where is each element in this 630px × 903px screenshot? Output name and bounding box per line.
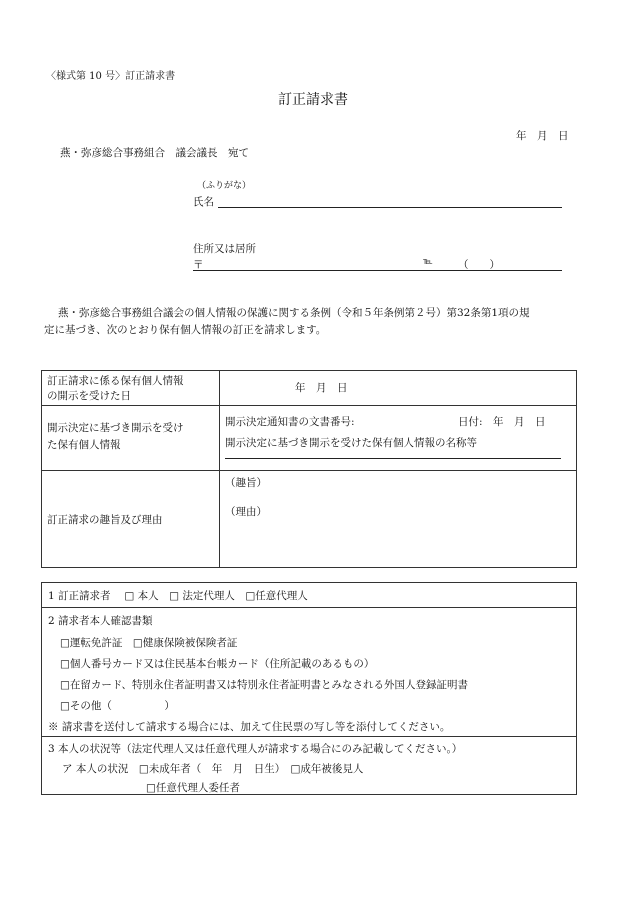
info-name-label: 開示決定に基づき開示を受けた保有個人情報の名称等 — [225, 437, 477, 449]
disclosure-date-value: 年 月 日 — [295, 382, 348, 394]
postal-mark: 〒 — [193, 259, 204, 271]
intro-line-1: 燕・弥彦総合事務組合議会の個人情報の保護に関する条例（令和５年条例第２号）第32条第1項の規 — [58, 307, 530, 319]
purpose-reason-field[interactable] — [220, 471, 577, 568]
disclosed-info-label-line2: た保有個人情報 — [47, 439, 121, 451]
tel-label: ℡ — [423, 257, 433, 267]
id-docs-title: 2 請求者本人確認書類 — [48, 615, 153, 627]
name-field[interactable] — [218, 207, 562, 208]
purpose-reason-label: 訂正請求の趣旨及び理由 — [42, 471, 220, 568]
id-docs-option-3[interactable]: □在留カード、特別永住者証明書又は特別永住者証明書とみなされる外国人登録証明書 — [60, 679, 468, 691]
disclosed-info-label — [42, 406, 220, 471]
furigana-label: （ふりがな） — [197, 181, 252, 191]
disclosed-info-label-line1: 開示決定に基づき開示を受け — [47, 422, 184, 434]
id-docs-option-1[interactable]: □運転免許証 □健康保険被保険者証 — [60, 637, 238, 649]
request-detail-table — [41, 370, 577, 568]
requester-type-line[interactable]: 1 訂正請求者 □ 本人 □ 法定代理人 □任意代理人 — [48, 590, 308, 602]
id-docs-option-other[interactable]: □その他（ ） — [60, 700, 175, 712]
page-title: 訂正請求書 — [278, 92, 348, 108]
disclosure-date-row — [42, 371, 577, 406]
divider-1 — [42, 607, 576, 608]
address-field[interactable] — [193, 270, 562, 271]
intro-line-2: 定に基づき、次のとおり保有個人情報の訂正を請求します。 — [44, 324, 327, 336]
id-docs-note: ※ 請求書を送付して請求する場合には、加えて住民票の写し等を添付してください。 — [48, 721, 451, 733]
name-label: 氏名 — [193, 196, 214, 208]
doc-date-label: 日付: 年 月 日 — [458, 416, 546, 428]
date-line[interactable]: 年 月 日 — [516, 130, 569, 142]
info-name-field[interactable] — [225, 458, 561, 459]
purpose-reason-row — [42, 471, 577, 568]
principal-status-title: 3 本人の状況等（法定代理人又は任意代理人が請求する場合にのみ記載してください。） — [48, 743, 463, 755]
addressee: 燕・弥彦総合事務組合 議会議長 宛て — [60, 147, 249, 159]
divider-2 — [42, 736, 576, 737]
form-number: 〈様式第 10 号〉訂正請求書 — [46, 71, 176, 82]
disclosed-info-field[interactable] — [220, 406, 577, 471]
disclosure-date-label — [42, 371, 220, 406]
tel-parens: （ ） — [458, 259, 500, 271]
reason-label: （理由） — [225, 506, 267, 518]
disclosure-date-label-line2: の開示を受けた日 — [47, 390, 131, 402]
disclosed-info-row — [42, 406, 577, 471]
address-label: 住所又は居所 — [193, 243, 256, 255]
id-docs-option-2[interactable]: □個人番号カード又は住民基本台帳カード（住所記載のあるもの） — [60, 658, 375, 670]
principal-status-line-2[interactable]: □任意代理人委任者 — [146, 782, 240, 794]
doc-number-label: 開示決定通知書の文書番号: — [225, 416, 355, 428]
principal-status-line-1[interactable]: ア 本人の状況 □未成年者（ 年 月 日生） □成年被後見人 — [62, 763, 364, 775]
disclosure-date-label-line1: 訂正請求に係る保有個人情報 — [47, 375, 184, 387]
purpose-label: （趣旨） — [225, 477, 267, 489]
disclosure-date-field[interactable] — [220, 371, 577, 406]
requester-info-box — [41, 582, 577, 795]
